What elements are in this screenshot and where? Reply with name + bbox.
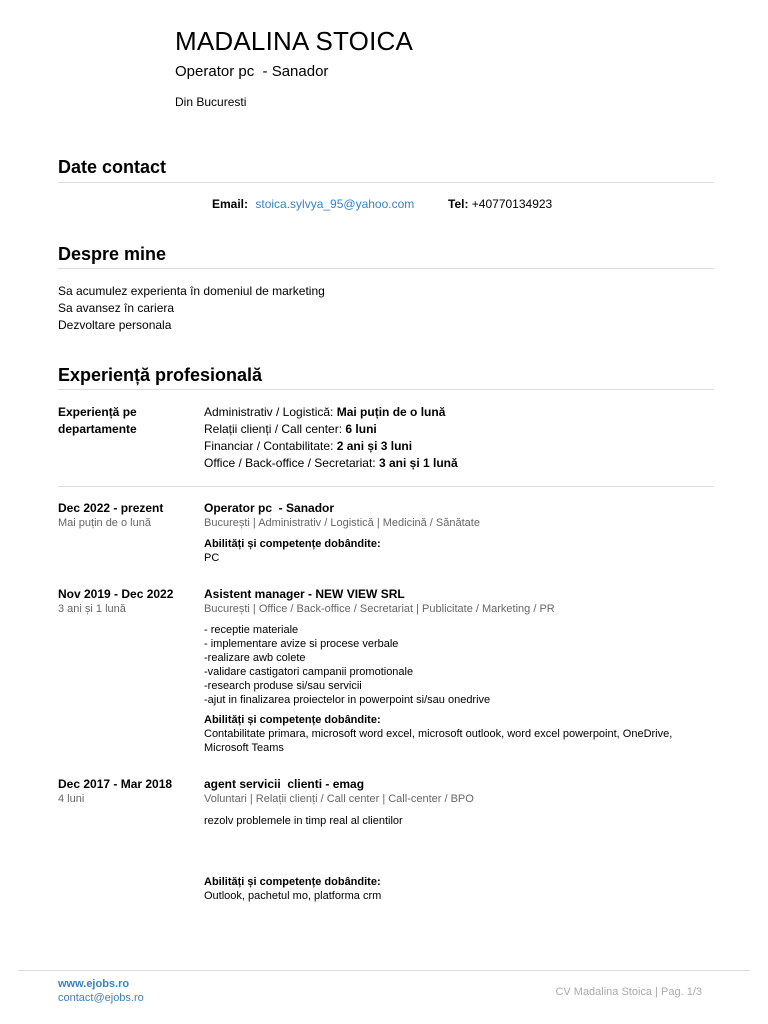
department-item — [204, 404, 458, 421]
job-description-line: -realizare awb colete — [204, 652, 306, 664]
departments-label-line: departamente — [58, 422, 137, 436]
candidate-subtitle: Operator pc - Sanador — [175, 63, 329, 80]
footer-divider — [18, 970, 750, 971]
skills-label: Abilități și competențe dobândite: — [204, 714, 381, 726]
candidate-location: Din Bucuresti — [175, 95, 247, 109]
about-text — [58, 283, 325, 334]
tel-value: +40770134923 — [471, 197, 553, 211]
job-description-line: -validare castigatori campanii promotionale — [204, 666, 414, 678]
job-description-line: - receptie materiale — [204, 624, 299, 636]
divider — [58, 486, 714, 487]
job-date: Dec 2022 - prezent — [58, 501, 164, 515]
about-line: Sa acumulez experienta în domeniul de marketing — [58, 284, 325, 298]
about-line: Sa avansez în cariera — [58, 301, 175, 315]
department-name: Office / Back-office / Secretariat: — [204, 456, 379, 470]
job-description-line: - implementare avize si procese verbale — [204, 638, 399, 650]
section-title-experience: Experiență profesională — [58, 365, 263, 385]
job-meta: București | Office / Back-office / Secretariat | Publicitate / Marketing / PR — [204, 603, 555, 615]
department-item — [204, 421, 458, 438]
job-meta: București | Administrativ / Logistică | Medicină / Sănătate — [204, 517, 480, 529]
job-title: Operator pc - Sanador — [204, 501, 335, 515]
job-duration: Mai puțin de o lună — [58, 517, 151, 529]
job-description-line: -research produse si/sau servicii — [204, 680, 362, 692]
department-duration: 3 ani și 1 lună — [378, 456, 458, 470]
job-description — [204, 814, 704, 828]
tel-label: Tel: — [448, 197, 469, 211]
department-name: Administrativ / Logistică: — [204, 405, 337, 419]
job-meta: Voluntari | Relații clienți / Call center | Call-center / BPO — [204, 793, 474, 805]
departments-label — [58, 404, 168, 438]
about-line: Dezvoltare personala — [58, 318, 172, 332]
department-duration: Mai puțin de o lună — [336, 405, 446, 419]
job-date: Dec 2017 - Mar 2018 — [58, 777, 173, 791]
tel-row — [448, 197, 552, 211]
department-item — [204, 455, 458, 472]
skills-value: PC — [204, 552, 220, 564]
footer-email-link[interactable]: contact@ejobs.ro — [58, 992, 144, 1004]
section-title-about: Despre mine — [58, 244, 167, 264]
skills-label: Abilități și competențe dobândite: — [204, 538, 381, 550]
department-name: Financiar / Contabilitate: — [204, 439, 337, 453]
email-label: Email: — [212, 197, 249, 211]
department-name: Relații clienți / Call center: — [204, 422, 346, 436]
job-date: Nov 2019 - Dec 2022 — [58, 587, 174, 601]
divider — [58, 268, 714, 269]
department-duration: 6 luni — [345, 422, 377, 436]
department-duration: 2 ani și 3 luni — [336, 439, 413, 453]
divider — [58, 182, 714, 183]
job-duration: 4 luni — [58, 793, 85, 805]
job-description-line: -ajut in finalizarea proiectelor in powerpoint si/sau onedrive — [204, 694, 491, 706]
skills-value: Outlook, pachetul mo, platforma crm — [204, 890, 382, 902]
email-row — [212, 197, 414, 211]
candidate-name: MADALINA STOICA — [175, 26, 414, 56]
skills-value: Contabilitate primara, microsoft word excel, microsoft outlook, word excel powerpoint, OneDrive, Microsoft Teams — [204, 728, 673, 754]
job-description — [204, 623, 704, 707]
departments-list — [204, 404, 458, 472]
job-description-line: rezolv problemele in timp real al clientilor — [204, 815, 403, 827]
section-title-contact: Date contact — [58, 157, 167, 177]
job-title: agent servicii clienti - emag — [204, 777, 365, 791]
divider — [58, 389, 714, 390]
departments-label-line: Experiență pe — [58, 405, 137, 419]
email-link[interactable]: stoica.sylvya_95@yahoo.com — [255, 197, 415, 211]
job-duration: 3 ani și 1 lună — [58, 603, 126, 615]
footer-site-link[interactable]: www.ejobs.ro — [58, 978, 130, 990]
skills-label: Abilități și competențe dobândite: — [204, 876, 381, 888]
footer-page-info: CV Madalina Stoica | Pag. 1/3 — [555, 986, 702, 998]
job-title: Asistent manager - NEW VIEW SRL — [204, 587, 405, 601]
department-item — [204, 438, 458, 455]
